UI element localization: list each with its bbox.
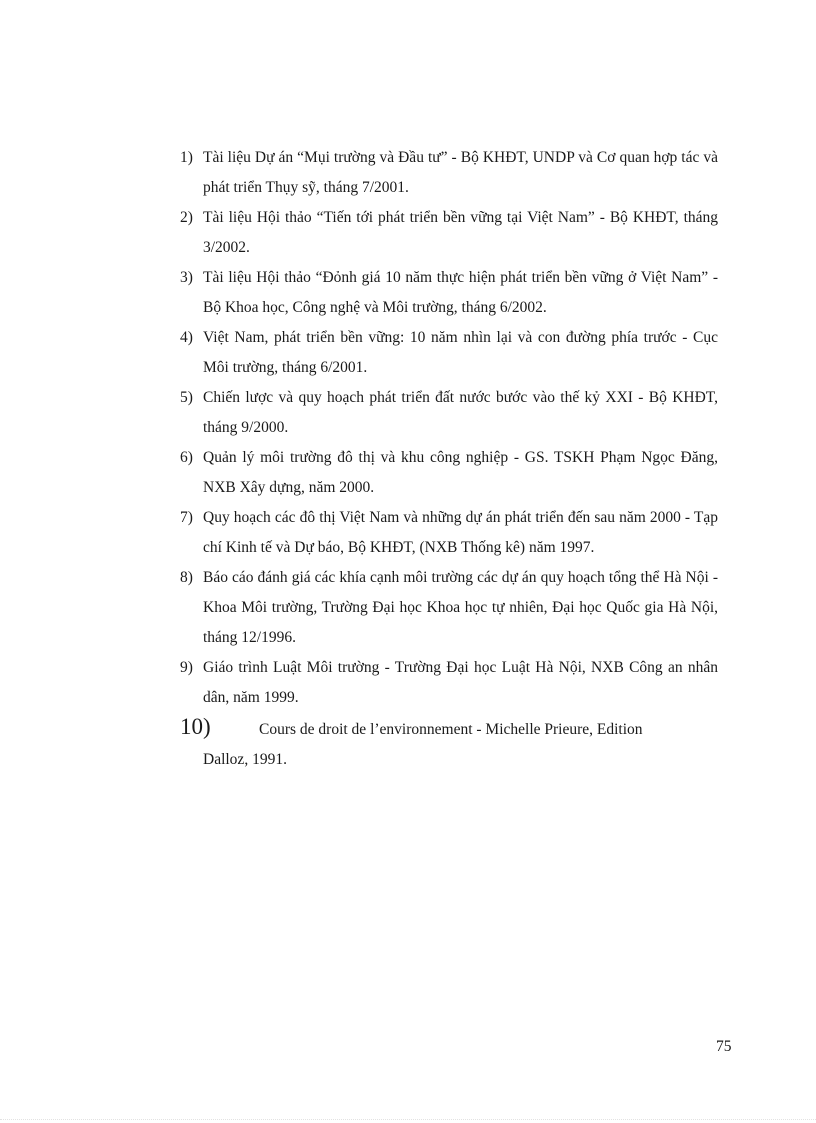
reference-item xyxy=(180,143,718,203)
reference-item xyxy=(180,563,718,653)
reference-number: 2) xyxy=(180,209,193,226)
reference-text: Giáo trình Luật Môi trường - Trường Đại học Luật Hà Nội, NXB Công an nhân dân, năm 1999. xyxy=(203,659,718,706)
reference-number: 1) xyxy=(180,149,193,166)
reference-number: 6) xyxy=(180,449,193,466)
reference-text: Tài liệu Hội thảo “Đỏnh giá 10 năm thực hiện phát triển bền vững ở Việt Nam” - Bộ Khoa học, Công nghệ và Môi trường, tháng 6/2002. xyxy=(203,269,718,316)
reference-text: Báo cáo đánh giá các khía cạnh môi trường các dự án quy hoạch tổng thể Hà Nội - Khoa Môi trường, Trường Đại học Khoa học tự nhiên, Đại học Quốc gia Hà Nội, tháng 12/1996. xyxy=(203,569,718,646)
reference-item xyxy=(180,383,718,443)
page-bottom-divider xyxy=(0,1119,816,1120)
reference-number: 3) xyxy=(180,269,193,286)
reference-number: 10) xyxy=(180,714,211,739)
reference-item xyxy=(180,443,718,503)
reference-item xyxy=(180,653,718,713)
reference-list xyxy=(180,143,718,775)
page-number: 75 xyxy=(716,1038,732,1055)
reference-number: 9) xyxy=(180,659,193,676)
reference-number: 5) xyxy=(180,389,193,406)
reference-item xyxy=(180,323,718,383)
reference-item xyxy=(180,503,718,563)
reference-item xyxy=(180,203,718,263)
reference-text: Tài liệu Dự án “Mụi trường và Đầu tư” - Bộ KHĐT, UNDP và Cơ quan hợp tác và phát triển Thụy sỹ, tháng 7/2001. xyxy=(203,149,718,196)
reference-number: 7) xyxy=(180,509,193,526)
reference-item-10 xyxy=(180,715,718,775)
reference-text: Việt Nam, phát triển bền vững: 10 năm nhìn lại và con đường phía trước - Cục Môi trường, tháng 6/2001. xyxy=(203,329,718,376)
reference-item xyxy=(180,263,718,323)
reference-text-line-1: Cours de droit de l’environnement - Michelle Prieure, Edition xyxy=(259,721,643,738)
reference-number: 8) xyxy=(180,569,193,586)
reference-text-line-2: Dalloz, 1991. xyxy=(203,751,287,768)
reference-text: Chiến lược và quy hoạch phát triển đất nước bước vào thế kỷ XXI - Bộ KHĐT, tháng 9/2000. xyxy=(203,389,718,436)
reference-text: Tài liệu Hội thảo “Tiến tới phát triển bền vững tại Việt Nam” - Bộ KHĐT, tháng 3/2002. xyxy=(203,209,718,256)
reference-text: Quy hoạch các đô thị Việt Nam và những dự án phát triển đến sau năm 2000 - Tạp chí Kinh tế và Dự báo, Bộ KHĐT, (NXB Thống kê) năm 1997. xyxy=(203,509,718,556)
reference-text: Quản lý môi trường đô thị và khu công nghiệp - GS. TSKH Phạm Ngọc Đăng, NXB Xây dựng, năm 2000. xyxy=(203,449,718,496)
reference-number: 4) xyxy=(180,329,193,346)
